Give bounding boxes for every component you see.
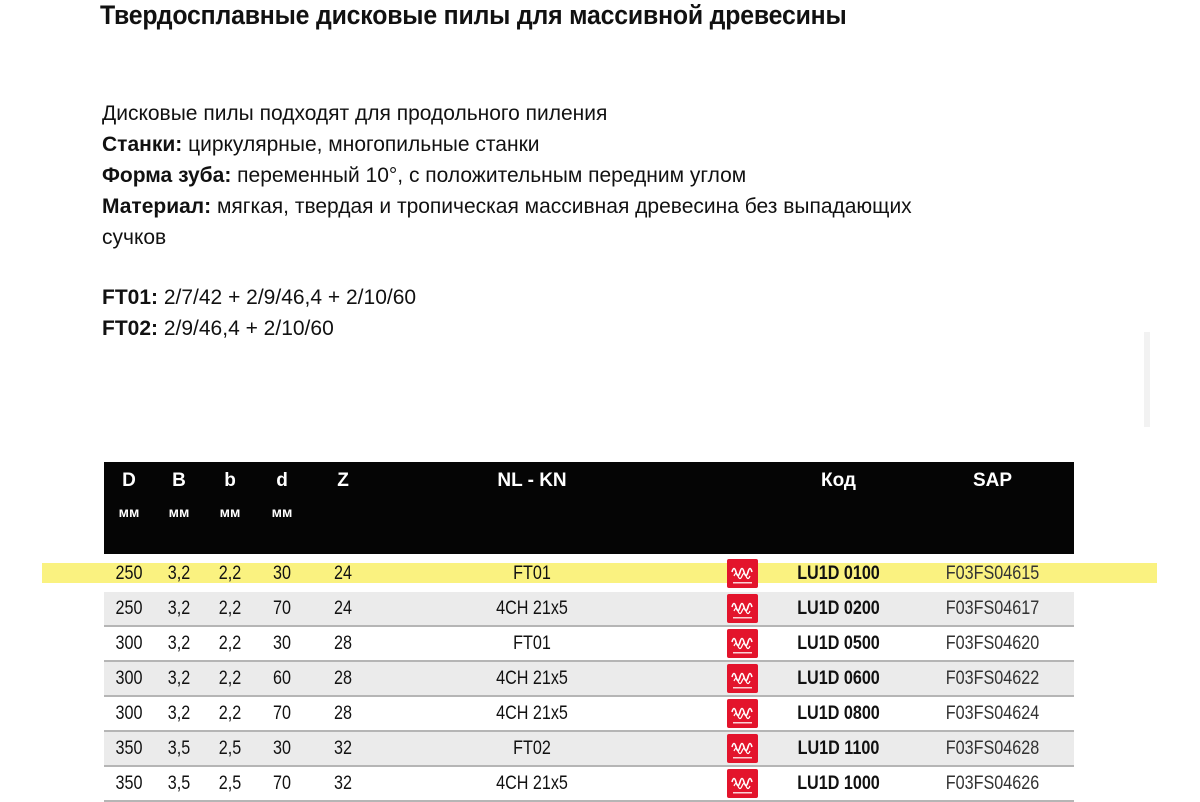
anti-vibration-logo-icon [727, 629, 758, 658]
cell-code: LU1D 0600 [797, 668, 880, 689]
cell-b: 2,2 [218, 633, 242, 654]
cell-nl-kn: FT01 [513, 563, 551, 584]
cell-b: 2,5 [218, 738, 242, 759]
cell-Z: 28 [334, 703, 352, 724]
table-header [104, 462, 1074, 554]
cell-B: 3,2 [167, 598, 191, 619]
cell-code: LU1D 1100 [797, 738, 880, 759]
cell-b: 2,2 [218, 703, 242, 724]
cell-d: 70 [273, 773, 291, 794]
cell-Z: 32 [334, 738, 352, 759]
cell-B: 3,2 [167, 633, 191, 654]
cell-d: 30 [273, 738, 291, 759]
cell-D: 350 [115, 773, 143, 794]
cell-sap: F03FS04622 [945, 668, 1040, 689]
cell-Z: 24 [334, 563, 352, 584]
cell-sap: F03FS04620 [945, 633, 1040, 654]
cell-b: 2,2 [218, 563, 242, 584]
cell-B: 3,2 [167, 563, 191, 584]
cell-B: 3,2 [167, 668, 191, 689]
formula-value: 2/7/42 + 2/9/46,4 + 2/10/60 [158, 286, 417, 309]
header-label: b [224, 470, 236, 491]
cell-D: 300 [115, 668, 143, 689]
cell-Z: 24 [334, 598, 352, 619]
cell-code: LU1D 1000 [797, 773, 880, 794]
table-row [104, 627, 1074, 662]
cell-sap: F03FS04615 [945, 563, 1040, 584]
formula-label: FT01: [102, 286, 159, 309]
description [102, 98, 1042, 253]
formula-value: 2/9/46,4 + 2/10/60 [158, 317, 334, 340]
cell-D: 250 [115, 598, 143, 619]
tooth-line [102, 160, 1042, 191]
header-unit: мм [168, 504, 190, 520]
header-label: Код [820, 470, 856, 491]
header-unit: мм [271, 504, 293, 520]
table-row [104, 697, 1074, 732]
table-row [104, 732, 1074, 767]
header-label: NL - KN [497, 470, 567, 491]
product-table-body [104, 557, 1074, 802]
tooth-formulas [102, 282, 416, 344]
header-label: Z [337, 470, 349, 491]
material-value: мягкая, твердая и тропическая массивная древесина без выпадающих [211, 195, 912, 218]
table-row [104, 767, 1074, 802]
description-line: Дисковые пилы подходят для продольного пиления [102, 102, 608, 125]
machines-value: циркулярные, многопильные станки [182, 133, 540, 156]
tooth-value: переменный 10°, с положительным передним углом [231, 164, 747, 187]
cell-B: 3,5 [167, 738, 191, 759]
anti-vibration-logo-icon [727, 559, 758, 588]
page-title: Твердосплавные дисковые пилы для массивной древесины [100, 0, 847, 30]
cell-b: 2,5 [218, 773, 242, 794]
cell-d: 70 [273, 703, 291, 724]
formula-ft01 [102, 282, 416, 313]
cell-nl-kn: 4CH 21x5 [496, 598, 568, 619]
material-label: Материал: [102, 195, 212, 218]
cell-B: 3,5 [167, 773, 191, 794]
material-line [102, 191, 1042, 222]
tooth-label: Форма зуба: [102, 164, 232, 187]
cell-d: 30 [273, 633, 291, 654]
cell-Z: 32 [334, 773, 352, 794]
material-line-cont: сучков [102, 226, 167, 249]
cell-nl-kn: 4CH 21x5 [496, 668, 568, 689]
anti-vibration-logo-icon [727, 769, 758, 798]
header-label: d [276, 470, 288, 491]
header-label: D [122, 470, 136, 491]
cell-nl-kn: FT02 [513, 738, 551, 759]
cell-code: LU1D 0200 [797, 598, 880, 619]
header-label: SAP [972, 470, 1013, 491]
cell-d: 30 [273, 563, 291, 584]
table-row [104, 557, 1074, 592]
cell-B: 3,2 [167, 703, 191, 724]
cell-D: 300 [115, 703, 143, 724]
anti-vibration-logo-icon [727, 734, 758, 763]
cell-d: 60 [273, 668, 291, 689]
cell-b: 2,2 [218, 668, 242, 689]
cell-Z: 28 [334, 633, 352, 654]
cell-nl-kn: 4CH 21x5 [496, 703, 568, 724]
cell-b: 2,2 [218, 598, 242, 619]
cell-sap: F03FS04617 [945, 598, 1040, 619]
cell-d: 70 [273, 598, 291, 619]
anti-vibration-logo-icon [727, 664, 758, 693]
cell-sap: F03FS04624 [945, 703, 1040, 724]
table-row [104, 592, 1074, 627]
formula-ft02 [102, 313, 416, 344]
machines-label: Станки: [102, 133, 183, 156]
cell-sap: F03FS04628 [945, 738, 1040, 759]
anti-vibration-logo-icon [727, 594, 758, 623]
product-table-header [104, 462, 1074, 554]
machines-line [102, 129, 1042, 160]
table-row [104, 662, 1074, 697]
cell-Z: 28 [334, 668, 352, 689]
cell-sap: F03FS04626 [945, 773, 1040, 794]
header-unit: мм [118, 504, 140, 520]
cell-code: LU1D 0800 [797, 703, 880, 724]
cell-code: LU1D 0100 [797, 563, 880, 584]
header-unit: мм [219, 504, 241, 520]
cell-code: LU1D 0500 [797, 633, 880, 654]
page-edge-shadow [1144, 332, 1150, 427]
cell-nl-kn: 4CH 21x5 [496, 773, 568, 794]
cell-nl-kn: FT01 [513, 633, 551, 654]
anti-vibration-logo-icon [727, 699, 758, 728]
header-label: B [172, 470, 186, 491]
cell-D: 250 [115, 563, 143, 584]
cell-D: 300 [115, 633, 143, 654]
cell-D: 350 [115, 738, 143, 759]
formula-label: FT02: [102, 317, 159, 340]
